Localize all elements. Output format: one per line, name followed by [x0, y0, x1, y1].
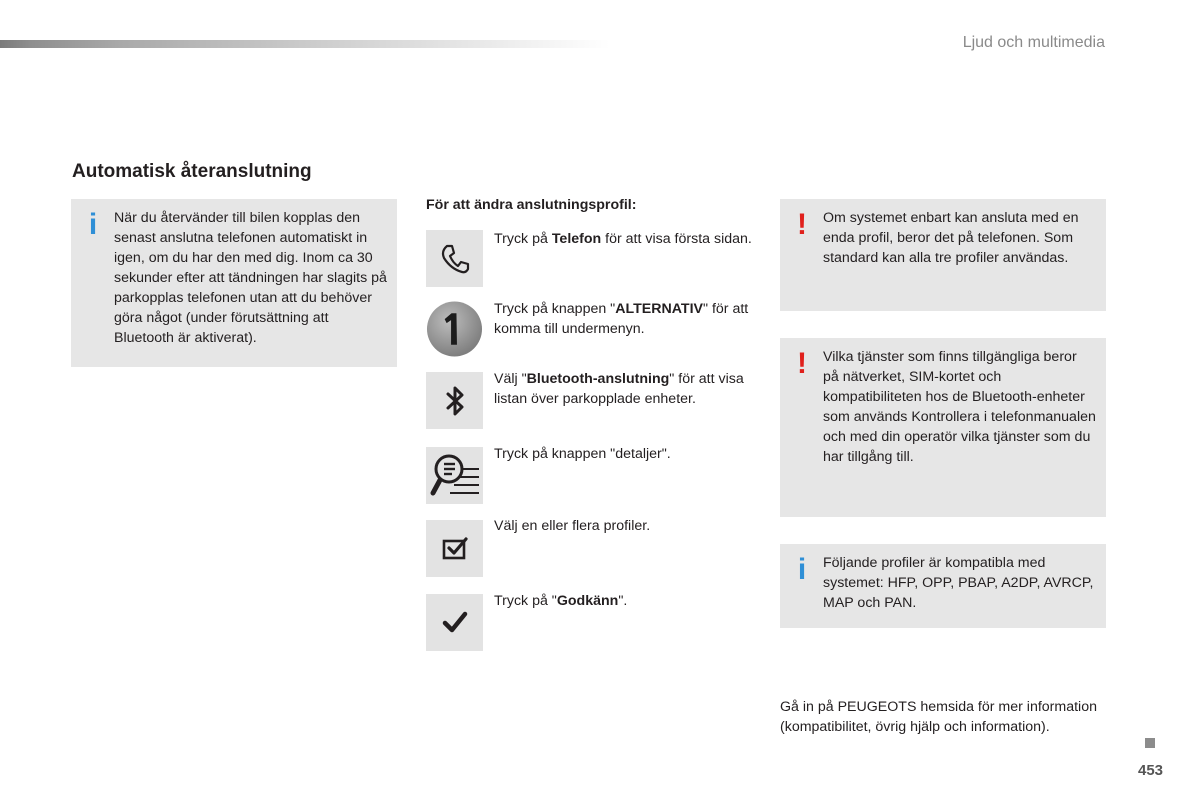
number-one-icon	[426, 300, 483, 358]
step-5-text: Välj en eller flera profiler.	[494, 518, 651, 534]
warning-box-services	[780, 338, 1106, 517]
warning-box-profile	[780, 199, 1106, 311]
warning-text-services: Vilka tjänster som finns tillgängliga beror på nätverket, SIM-kortet och kompatibiliteten hos de Bluetooth-enheter som används Kontrollera i telefonmanualen och med din operatör vilka tjänster som du har tillgång till.	[823, 349, 1096, 465]
step-tile-details	[426, 447, 483, 504]
info-text-profiles: Följande profiler är kompatibla med systemet: HFP, OPP, PBAP, A2DP, AVRCP, MAP och PAN.	[823, 555, 1094, 611]
step-3-keyword: Bluetooth-anslutning	[526, 371, 670, 387]
phone-handset-icon	[435, 239, 475, 279]
bluetooth-icon	[435, 381, 475, 421]
profile-subheading: För att ändra anslutningsprofil:	[426, 197, 637, 213]
step-tile-checkbox	[426, 520, 483, 577]
warning-icon: !	[797, 208, 807, 241]
top-gradient-bar	[0, 40, 610, 48]
step-6-text: Tryck på "Godkänn".	[494, 593, 628, 609]
info-text: När du återvänder till bilen kopplas den senast anslutna telefonen automatiskt in igen, om du har den med dig. Inom ca 30 sekunder efter att tändningen har slagits på parkopplas telefonen utan att du behöver göra något (under förutsättning att Bluetooth är aktiverat).	[114, 210, 387, 346]
info-box-profiles	[780, 544, 1106, 628]
step-2-text: Tryck på knappen "ALTERNATIV" för att komma till undermenyn.	[494, 301, 749, 337]
page-number: 453	[1138, 762, 1164, 779]
step-1-keyword: Telefon	[551, 231, 602, 247]
info-box-reconnect	[71, 199, 397, 367]
step-6-keyword: Godkänn	[556, 593, 619, 609]
section-header: Ljud och multimedia	[962, 34, 1105, 51]
step-tile-number	[426, 300, 483, 357]
warning-text-profile: Om systemet enbart kan ansluta med en enda profil, beror det på telefonen. Som standard kan alla tre profiler användas.	[823, 210, 1079, 266]
details-magnifier-icon	[428, 449, 482, 503]
step-tile-phone	[426, 230, 483, 287]
info-icon: i	[88, 208, 98, 241]
step-4-text: Tryck på knappen "detaljer".	[494, 446, 671, 462]
footnote-text: Gå in på PEUGEOTS hemsida för mer information (kompatibilitet, övrig hjälp och information).	[780, 699, 1097, 735]
info-icon: i	[797, 553, 807, 586]
page-title: Automatisk återanslutning	[72, 161, 312, 182]
checkbox-icon	[435, 529, 475, 569]
step-2-keyword: ALTERNATIV	[615, 301, 703, 317]
step-1-text: Tryck på Telefon för att visa första sidan.	[494, 231, 752, 247]
checkmark-icon	[435, 603, 475, 643]
warning-icon: !	[797, 347, 807, 380]
step-3-text: Välj "Bluetooth-anslutning" för att visa listan över parkopplade enheter.	[494, 371, 744, 407]
page-marker	[1145, 738, 1155, 748]
step-tile-checkmark	[426, 594, 483, 651]
step-tile-bluetooth	[426, 372, 483, 429]
